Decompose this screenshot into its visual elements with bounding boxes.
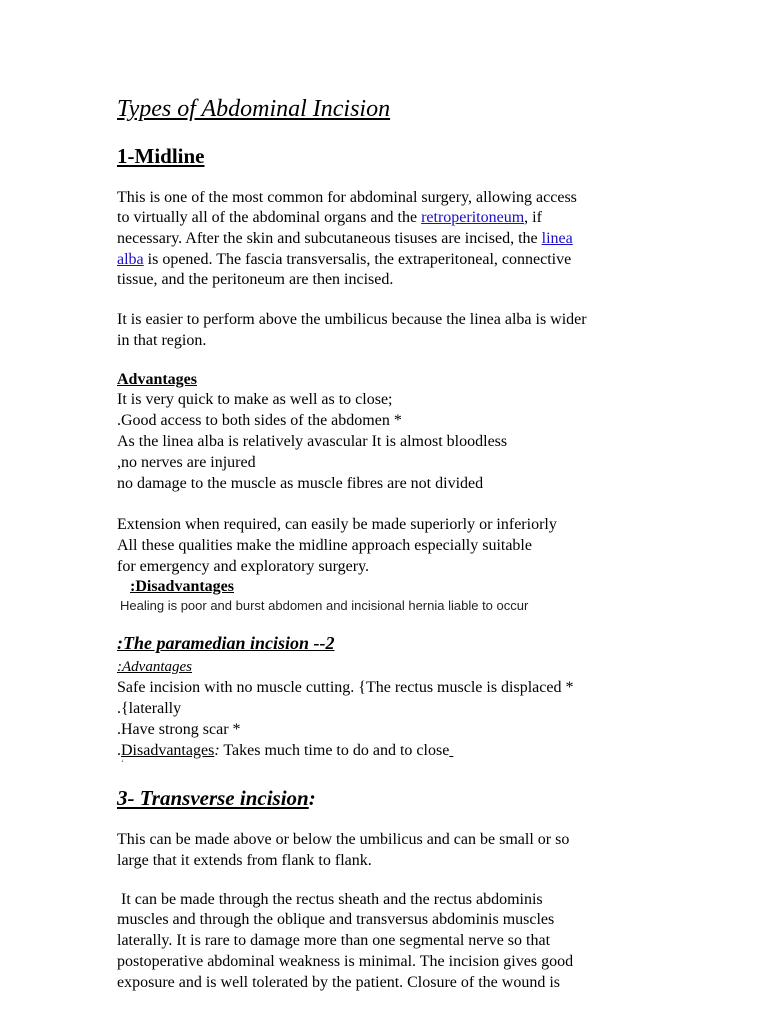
midline-para2-line1: It is easier to perform above the umbilicus because the linea alba is wider	[117, 311, 587, 328]
midline-para3-line2: All these qualities make the midline approach especially suitable	[117, 537, 532, 554]
transverse-heading-main: 3- Transverse incision	[117, 786, 309, 810]
midline-heading: 1-Midline	[117, 144, 205, 168]
linea-alba-link-continued[interactable]: alba	[117, 251, 144, 268]
transverse-para2-line2: muscles and through the oblique and transversus abdominis muscles	[117, 911, 555, 928]
text-segment: .	[117, 742, 121, 759]
midline-para1-line3	[117, 228, 573, 249]
text-segment: to virtually all of the abdominal organs and the	[117, 209, 422, 226]
advantage-item: It is very quick to make as well as to close;	[117, 391, 393, 408]
paramedian-line4	[117, 740, 453, 761]
midline-para1-line2	[117, 207, 542, 228]
midline-para1-line1: This is one of the most common for abdominal surgery, allowing access	[117, 189, 577, 206]
paramedian-line2: .{laterally	[117, 700, 182, 717]
text-segment: necessary. After the skin and subcutaneous tisuses are incised, the	[117, 230, 542, 247]
transverse-heading	[117, 785, 316, 811]
paramedian-heading-main: :The paramedian incision	[117, 633, 314, 653]
text-segment: :	[214, 742, 220, 759]
transverse-para1-line1: This can be made above or below the umbilicus and can be small or so	[117, 831, 570, 848]
paramedian-line3: .Have strong scar *	[117, 721, 241, 738]
text-segment: , if	[524, 209, 542, 226]
paramedian-heading	[117, 632, 335, 654]
transverse-para2-line1: It can be made through the rectus sheath and the rectus abdominis	[117, 891, 543, 908]
transverse-para2-line3: laterally. It is rare to damage more than one segmental nerve so that	[117, 932, 551, 949]
disadvantages-heading: :Disadvantages	[130, 578, 235, 595]
advantage-item: no damage to the muscle as muscle fibres are not divided	[117, 475, 484, 492]
midline-para2-line2: in that region.	[117, 332, 207, 349]
paramedian-line1: Safe incision with no muscle cutting. {The rectus muscle is displaced *	[117, 679, 574, 696]
advantages-heading: Advantages	[117, 371, 198, 388]
paramedian-advantages-label: :Advantages	[117, 659, 192, 675]
advantage-item: ,no nerves are injured	[117, 454, 256, 471]
retroperitoneum-link[interactable]: retroperitoneum	[421, 209, 525, 226]
midline-para1-line5: tissue, and the peritoneum are then incised.	[117, 271, 394, 288]
advantage-item: As the linea alba is relatively avascular It is almost bloodless	[117, 433, 508, 450]
disadvantages-text: Healing is poor and burst abdomen and incisional hernia liable to occur	[120, 598, 529, 613]
text-segment	[449, 742, 453, 759]
paramedian-disadvantages-label: Disadvantages	[121, 742, 215, 759]
text-segment: is opened. The fascia transversalis, the extraperitoneal, connective	[143, 251, 572, 268]
midline-para1-line4	[117, 249, 571, 270]
midline-para3-line1: Extension when required, can easily be made superiorly or inferiorly	[117, 516, 557, 533]
paramedian-heading-number: --2	[313, 633, 335, 653]
advantage-item: .Good access to both sides of the abdomen *	[117, 412, 402, 429]
transverse-para2-line5: exposure and is well tolerated by the patient. Closure of the wound is	[117, 974, 561, 991]
transverse-heading-colon: :	[308, 786, 316, 810]
stray-mark: ‘	[121, 758, 124, 768]
transverse-para2-line4: postoperative abdominal weakness is minimal. The incision gives good	[117, 953, 574, 970]
midline-para3-line3: for emergency and exploratory surgery.	[117, 558, 370, 575]
text-segment: Takes much time to do and to close	[219, 742, 450, 759]
document-title: Types of Abdominal Incision	[117, 96, 391, 122]
transverse-para1-line2: large that it extends from flank to flank.	[117, 852, 372, 869]
linea-alba-link[interactable]: linea	[541, 230, 573, 247]
